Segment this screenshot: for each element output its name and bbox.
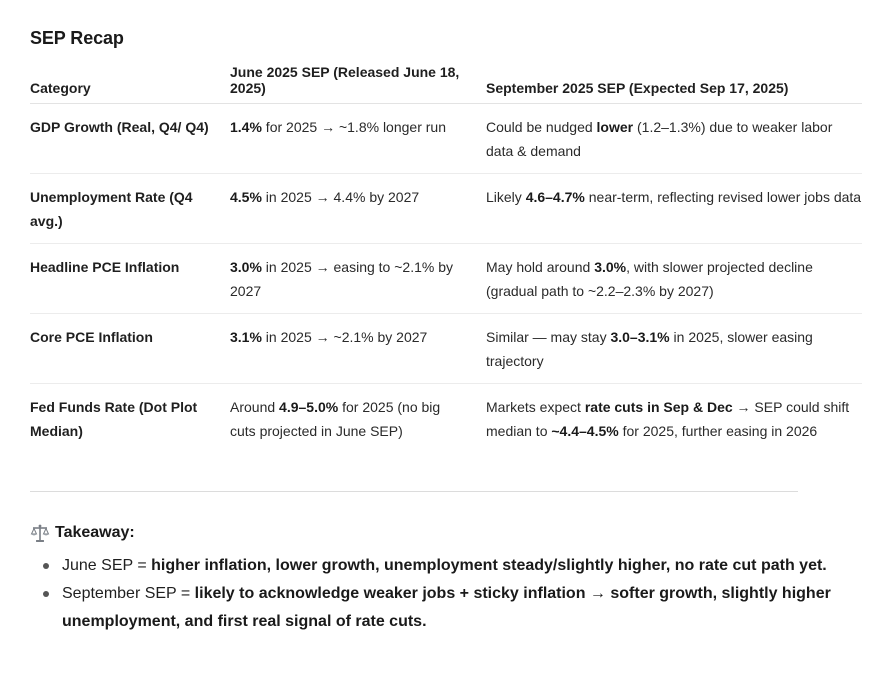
header-june-sep: June 2025 SEP (Released June 18, 2025): [230, 64, 486, 104]
table-row: [30, 314, 862, 384]
june-rest: in 2025 → ~2.1% by 2027: [261, 329, 428, 345]
row-september-value: [486, 314, 862, 384]
row-september-value: [486, 104, 862, 174]
table-header-row: [30, 64, 862, 104]
june-strong: 4.9–5.0%: [279, 399, 339, 415]
section-divider: [30, 491, 798, 492]
table-row: [30, 104, 862, 174]
sept-strong-2: ~4.4–4.5%: [551, 423, 619, 439]
bullet-icon: [43, 563, 49, 569]
sept-strong: rate cuts in Sep & Dec: [584, 399, 733, 415]
balance-scale-icon: [30, 523, 50, 543]
takeaway-list: [30, 552, 862, 636]
june-strong: 3.1%: [230, 329, 262, 345]
june-strong: 4.5%: [230, 189, 262, 205]
june-pre: Around: [230, 399, 280, 415]
row-june-value: [230, 174, 486, 244]
sept-strong: 3.0–3.1%: [610, 329, 670, 345]
sept-post: for 2025, further easing in 2026: [618, 423, 818, 439]
sept-pre: Could be nudged: [486, 119, 597, 135]
row-category: GDP Growth (Real, Q4/ Q4): [30, 104, 230, 174]
list-item: [62, 552, 862, 580]
takeaway-label: Takeaway:: [55, 524, 135, 541]
table-row: [30, 244, 862, 314]
june-rest: for 2025 (no big cuts projected in June SEP): [230, 399, 441, 439]
row-category: Unemployment Rate (Q4 avg.): [30, 174, 230, 244]
point-prefix: June SEP =: [62, 557, 152, 574]
point-prefix: September SEP =: [62, 585, 195, 602]
row-category: Core PCE Inflation: [30, 314, 230, 384]
sept-post: near-term, reflecting revised lower jobs data: [584, 189, 862, 205]
sept-post: , with slower projected decline (gradual path to ~2.2–2.3% by 2027): [486, 259, 813, 299]
sept-strong: 4.6–4.7%: [525, 189, 585, 205]
list-item: [62, 580, 862, 636]
june-rest: in 2025 → 4.4% by 2027: [261, 189, 420, 205]
row-june-value: [230, 104, 486, 174]
sept-strong: 3.0%: [594, 259, 627, 275]
header-category: Category: [30, 64, 230, 104]
sept-strong: lower: [596, 119, 634, 135]
table-row: [30, 384, 862, 454]
sept-post: (1.2–1.3%) due to weaker labor data & demand: [486, 119, 833, 159]
sept-pre: Likely: [486, 189, 526, 205]
row-june-value: [230, 244, 486, 314]
june-strong: 1.4%: [230, 119, 262, 135]
bullet-icon: [43, 591, 49, 597]
june-rest: for 2025 → ~1.8% longer run: [261, 119, 446, 135]
page-title: SEP Recap: [30, 28, 124, 48]
header-september-sep: September 2025 SEP (Expected Sep 17, 2025): [486, 64, 862, 104]
table-row: [30, 174, 862, 244]
takeaway-heading: [30, 523, 135, 543]
sep-comparison-table: [30, 64, 862, 453]
point-text: higher inflation, lower growth, unemployment steady/slightly higher, no rate cut path yet.: [151, 557, 827, 574]
sept-pre: May hold around: [486, 259, 595, 275]
row-september-value: [486, 174, 862, 244]
row-september-value: [486, 244, 862, 314]
sept-post: in 2025, slower easing trajectory: [486, 329, 813, 369]
point-text: likely to acknowledge weaker jobs + sticky inflation → softer growth, slightly higher unemployment, and first real signal of rate cuts.: [62, 585, 831, 630]
june-rest: in 2025 → easing to ~2.1% by 2027: [230, 259, 453, 299]
row-june-value: [230, 314, 486, 384]
june-strong: 3.0%: [230, 259, 262, 275]
row-september-value: [486, 384, 862, 454]
row-category: Fed Funds Rate (Dot Plot Median): [30, 399, 198, 439]
sept-mid: → SEP could shift median to: [486, 399, 850, 439]
row-category: Headline PCE Inflation: [30, 244, 230, 314]
sept-pre: Markets expect: [486, 399, 585, 415]
sept-pre: Similar — may stay: [486, 329, 611, 345]
row-june-value: [230, 384, 486, 454]
